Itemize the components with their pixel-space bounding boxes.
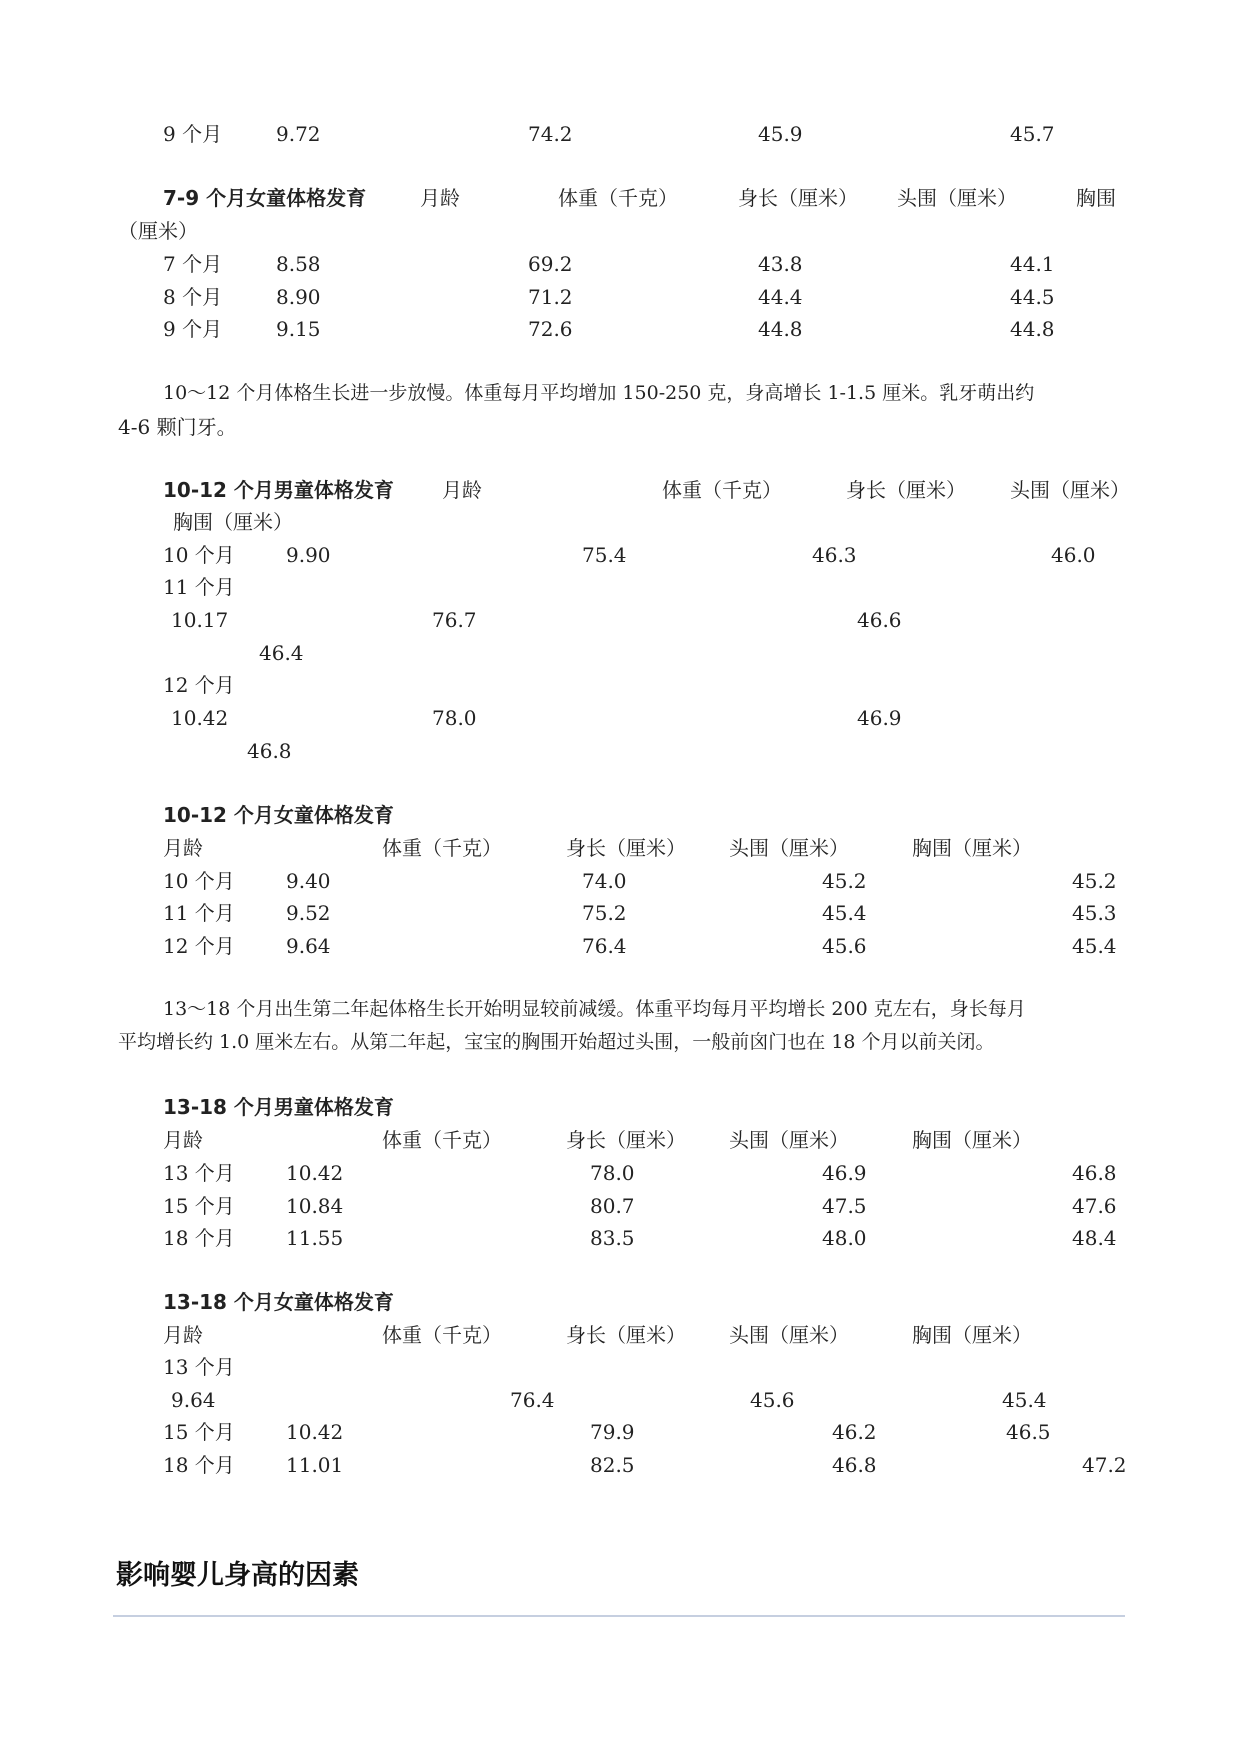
table-row-head: 46.9 — [822, 1161, 867, 1185]
table-row-weight: 11.01 — [286, 1453, 344, 1477]
table-row-month: 18 个月 — [163, 1453, 235, 1477]
paragraph-line: 平均增长约 1.0 厘米左右。从第二年起，宝宝的胸围开始超过头围，一般前囟门也在 18 个月以前关闭。 — [118, 1031, 995, 1053]
table-row-head: 47.5 — [822, 1194, 867, 1218]
table-row-top-weight: 9.72 — [276, 122, 321, 146]
table-row-head: 45.6 — [750, 1388, 795, 1412]
table-row-chest: 44.8 — [1010, 317, 1055, 341]
table-row-weight: 10.42 — [171, 706, 229, 730]
table-row-month: 15 个月 — [163, 1194, 235, 1218]
header-head: 头围（厘米） — [1010, 478, 1130, 502]
table-row-head: 45.4 — [822, 901, 867, 925]
header-head: 头围（厘米） — [729, 1128, 849, 1152]
header-month: 月龄 — [163, 1128, 203, 1152]
table-row-head: 48.0 — [822, 1226, 867, 1250]
table-row-month: 8 个月 — [163, 285, 223, 309]
table-row-height: 76.4 — [510, 1388, 555, 1412]
table-row-head: 46.6 — [857, 608, 902, 632]
header-height: 身长（厘米） — [566, 1128, 686, 1152]
table-row-month: 13 个月 — [163, 1355, 235, 1379]
header-height: 身长（厘米） — [566, 836, 686, 860]
table-row-month: 13 个月 — [163, 1161, 235, 1185]
table-row-chest: 44.1 — [1010, 252, 1055, 276]
header-chest: 胸围（厘米） — [912, 1323, 1032, 1347]
header-height: 身长（厘米） — [738, 186, 858, 210]
table-row-height: 76.7 — [432, 608, 477, 632]
table-row-height: 69.2 — [528, 252, 573, 276]
table-row-head: 46.8 — [832, 1453, 877, 1477]
table-row-weight: 9.64 — [171, 1388, 216, 1412]
table-row-weight: 11.55 — [286, 1226, 344, 1250]
table-row-month: 10 个月 — [163, 543, 235, 567]
heading-divider — [113, 1615, 1125, 1617]
table-row-height: 83.5 — [590, 1226, 635, 1250]
header-head: 头围（厘米） — [729, 1323, 849, 1347]
section-heading: 影响婴儿身高的因素 — [116, 1560, 359, 1591]
table-row-month: 15 个月 — [163, 1420, 235, 1444]
table-row-height: 78.0 — [432, 706, 477, 730]
header-month: 月龄 — [442, 478, 482, 502]
table-row-height: 75.2 — [582, 901, 627, 925]
table-row-chest: 45.2 — [1072, 869, 1117, 893]
paragraph-line: 4-6 颗门牙。 — [118, 415, 237, 439]
table-row-weight: 10.42 — [286, 1420, 344, 1444]
table-row-top-chest: 45.7 — [1010, 122, 1055, 146]
table-row-head: 46.9 — [857, 706, 902, 730]
section-title-boys-10-12: 10-12 个月男童体格发育 — [163, 478, 394, 502]
table-row-height: 75.4 — [582, 543, 627, 567]
table-row-chest: 46.0 — [1051, 543, 1096, 567]
table-row-height: 74.0 — [582, 869, 627, 893]
table-row-chest: 46.8 — [247, 739, 292, 763]
table-row-top-height: 74.2 — [528, 122, 573, 146]
table-row-height: 76.4 — [582, 934, 627, 958]
table-row-chest: 46.8 — [1072, 1161, 1117, 1185]
table-row-height: 80.7 — [590, 1194, 635, 1218]
table-row-month: 11 个月 — [163, 901, 235, 925]
table-row-month: 9 个月 — [163, 317, 223, 341]
table-row-chest: 44.5 — [1010, 285, 1055, 309]
header-weight: 体重（千克） — [382, 1323, 502, 1347]
table-row-height: 82.5 — [590, 1453, 635, 1477]
table-row-chest: 45.4 — [1002, 1388, 1047, 1412]
table-row-chest: 45.4 — [1072, 934, 1117, 958]
table-row-head: 46.2 — [832, 1420, 877, 1444]
header-chest: 胸围（厘米） — [912, 1128, 1032, 1152]
table-row-height: 71.2 — [528, 285, 573, 309]
header-month: 月龄 — [420, 186, 460, 210]
table-row-month: 12 个月 — [163, 673, 235, 697]
header-weight: 体重（千克） — [382, 1128, 502, 1152]
table-row-weight: 9.64 — [286, 934, 331, 958]
header-head: 头围（厘米） — [897, 186, 1017, 210]
table-row-height: 79.9 — [590, 1420, 635, 1444]
paragraph-line: 13～18 个月出生第二年起体格生长开始明显较前减缓。体重平均每月平均增长 200 克左右，身长每月 — [163, 998, 1026, 1020]
table-row-chest: 47.2 — [1082, 1453, 1127, 1477]
header-chest: 胸围 — [1076, 186, 1116, 210]
section-title-boys-13-18: 13-18 个月男童体格发育 — [163, 1095, 394, 1119]
section-title-girls-10-12: 10-12 个月女童体格发育 — [163, 803, 394, 827]
table-row-head: 46.3 — [812, 543, 857, 567]
header-chest: 胸围（厘米） — [912, 836, 1032, 860]
table-row-top-head: 45.9 — [758, 122, 803, 146]
header-month: 月龄 — [163, 836, 203, 860]
table-row-weight: 10.84 — [286, 1194, 344, 1218]
section-title-girls-7-9: 7-9 个月女童体格发育 — [163, 186, 367, 210]
table-row-height: 72.6 — [528, 317, 573, 341]
header-weight: 体重（千克） — [382, 836, 502, 860]
table-row-head: 44.8 — [758, 317, 803, 341]
header-chest: 胸围（厘米） — [173, 510, 293, 534]
table-row-weight: 9.40 — [286, 869, 331, 893]
table-row-weight: 9.52 — [286, 901, 331, 925]
header-weight: 体重（千克） — [558, 186, 678, 210]
table-row-weight: 8.90 — [276, 285, 321, 309]
table-row-chest: 48.4 — [1072, 1226, 1117, 1250]
table-row-month: 11 个月 — [163, 575, 235, 599]
table-row-month: 7 个月 — [163, 252, 223, 276]
table-row-chest: 46.5 — [1006, 1420, 1051, 1444]
paragraph-line: 10～12 个月体格生长进一步放慢。体重每月平均增加 150-250 克，身高增长 1-1.5 厘米。乳牙萌出约 — [163, 382, 1035, 404]
table-row-chest: 47.6 — [1072, 1194, 1117, 1218]
table-row-weight: 10.42 — [286, 1161, 344, 1185]
table-row-weight: 10.17 — [171, 608, 229, 632]
header-head: 头围（厘米） — [729, 836, 849, 860]
header-height: 身长（厘米） — [566, 1323, 686, 1347]
table-row-head: 45.2 — [822, 869, 867, 893]
table-row-month: 10 个月 — [163, 869, 235, 893]
table-row-head: 43.8 — [758, 252, 803, 276]
table-row-top-month: 9 个月 — [163, 122, 223, 146]
table-row-month: 12 个月 — [163, 934, 235, 958]
header-chest-unit: （厘米） — [118, 219, 198, 243]
table-row-weight: 9.90 — [286, 543, 331, 567]
table-row-height: 78.0 — [590, 1161, 635, 1185]
header-weight: 体重（千克） — [662, 478, 782, 502]
table-row-chest: 45.3 — [1072, 901, 1117, 925]
table-row-weight: 8.58 — [276, 252, 321, 276]
table-row-chest: 46.4 — [259, 641, 304, 665]
table-row-month: 18 个月 — [163, 1226, 235, 1250]
table-row-head: 45.6 — [822, 934, 867, 958]
header-month: 月龄 — [163, 1323, 203, 1347]
section-title-girls-13-18: 13-18 个月女童体格发育 — [163, 1290, 394, 1314]
header-height: 身长（厘米） — [846, 478, 966, 502]
table-row-head: 44.4 — [758, 285, 803, 309]
table-row-weight: 9.15 — [276, 317, 321, 341]
